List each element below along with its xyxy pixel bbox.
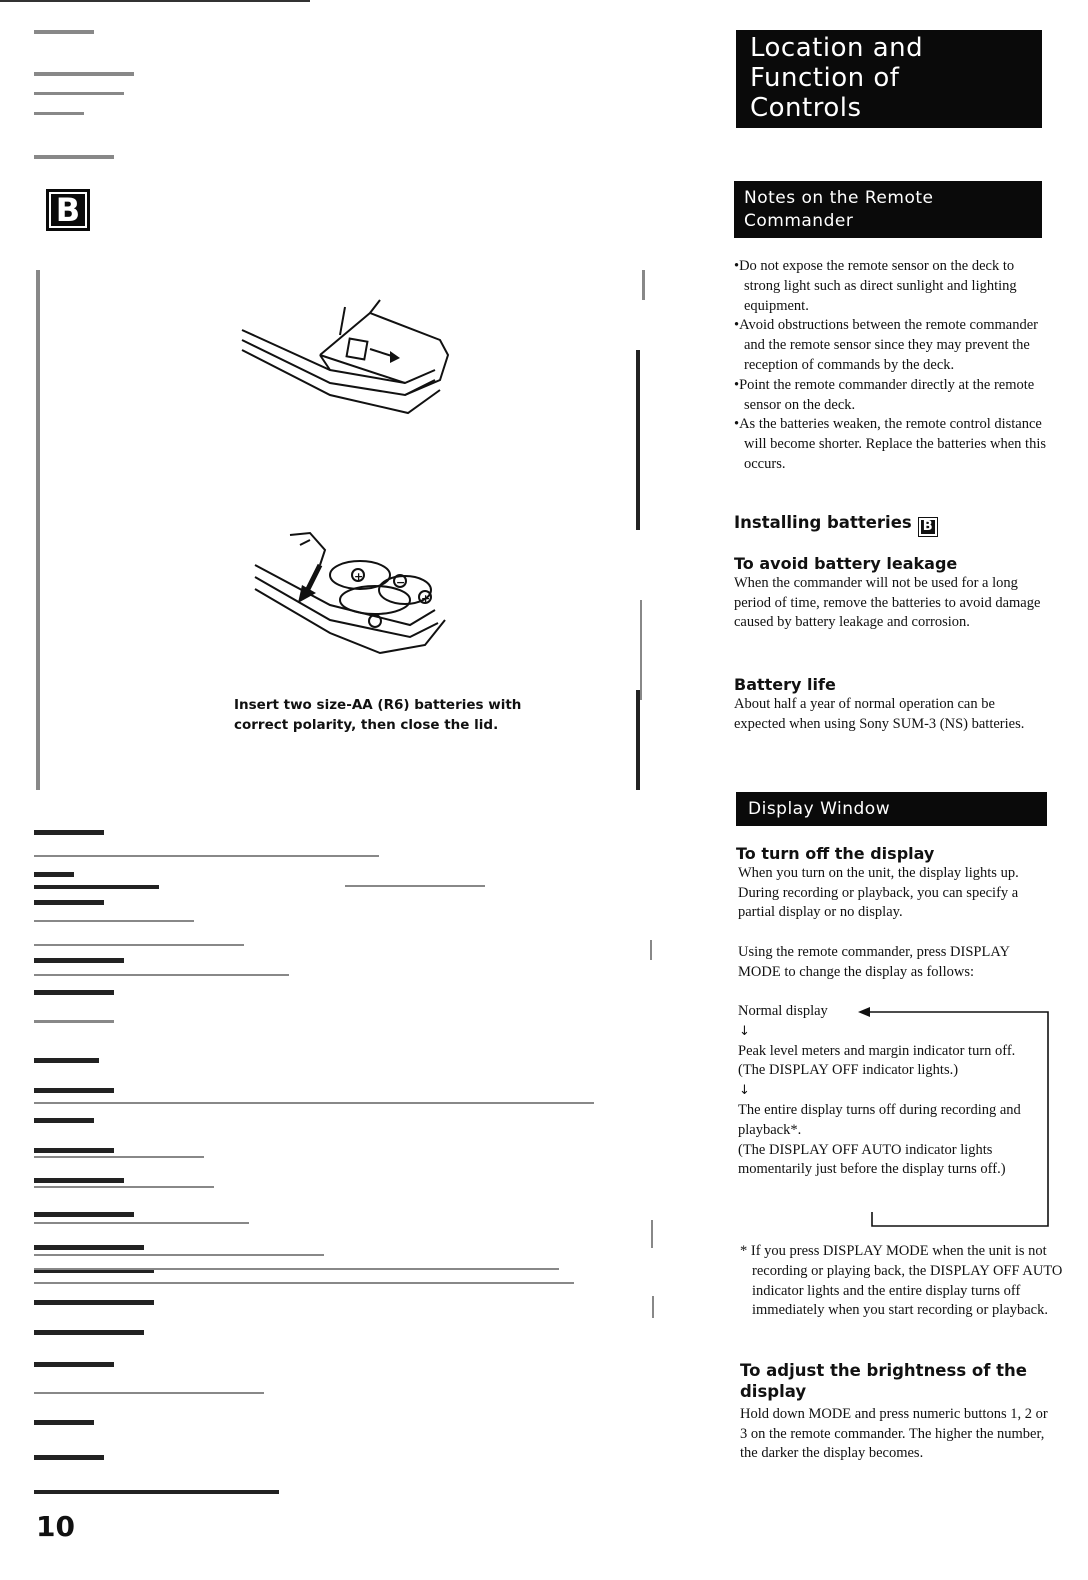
figure-caption-line-1: Insert two size-AA (R6) batteries with	[234, 697, 522, 713]
brightness-text: Hold down MODE and press numeric buttons 1, 2 or 3 on the remote commander. The higher the number, the darker the display becomes.	[740, 1406, 1048, 1461]
figure-caption	[234, 695, 554, 735]
figure-label: B	[46, 189, 90, 231]
page-title-line-2: Function of	[750, 63, 900, 93]
arrow-down-icon: ↓	[739, 1023, 750, 1039]
section-title-line-1: Notes on the Remote	[744, 188, 934, 208]
battery-minus-label: −	[396, 576, 406, 589]
list-item: • Do not expose the remote sensor on the deck to strong light such as direct sunlight and lighting equipment.	[734, 257, 1052, 316]
using-remote-text: Using the remote commander, press DISPLAY MODE to change the display as follows:	[738, 944, 1010, 980]
battery-life-text: About half a year of normal operation can be expected when using Sony SUM-3 (NS) batteries.	[734, 696, 1025, 732]
list-item: • Point the remote commander directly at the remote sensor on the deck.	[734, 376, 1052, 416]
page-title-line-3: Controls	[750, 93, 862, 123]
list-item: • As the batteries weaken, the remote control distance will become shorter. Replace the batteries when this occurs.	[734, 415, 1052, 474]
flow-peak-note: (The DISPLAY OFF indicator lights.)	[738, 1062, 959, 1079]
installing-heading-text: Installing batteries	[734, 513, 912, 532]
section-title-line-2: Commander	[744, 211, 854, 231]
battery-life-heading: Battery life	[734, 675, 836, 694]
battery-plus-label: +	[354, 570, 364, 583]
flow-peak-off: Peak level meters and margin indicator turn off.	[738, 1042, 1016, 1059]
section-title-display-window: Display Window	[736, 792, 1047, 826]
battery-plus-label: +	[421, 592, 431, 605]
page-number: 10	[36, 1510, 75, 1543]
leakage-heading: To avoid battery leakage	[734, 554, 958, 573]
figure-ref-badge: B	[918, 517, 938, 537]
turn-off-heading: To turn off the display	[736, 844, 935, 863]
list-item: • Avoid obstructions between the remote commander and the remote sensor since they may prevent the reception of commands by the deck.	[734, 316, 1052, 375]
flow-entire-off: The entire display turns off during recording and playback*.	[738, 1101, 1021, 1138]
brightness-heading: To adjust the brightness of the display	[740, 1361, 1027, 1401]
arrow-down-icon: ↓	[739, 1083, 750, 1099]
figure-caption-line-2: correct polarity, then close the lid.	[234, 717, 499, 733]
remote-batteries-illustration	[250, 525, 450, 660]
leakage-text: When the commander will not be used for a long period of time, remove the batteries to avoid damage caused by battery leakage and corrosion.	[734, 575, 1041, 630]
flow-normal-display-text: Normal display	[738, 1003, 828, 1019]
page-title-line-1: Location and	[750, 33, 924, 63]
turn-off-text: When you turn on the unit, the display lights up. During recording or playback, you can specify a partial display or no display.	[738, 865, 1019, 920]
remote-battery-cover-illustration	[230, 295, 470, 425]
flow-entire-note: (The DISPLAY OFF AUTO indicator lights momentarily just before the display turns off.)	[738, 1141, 1006, 1178]
display-footnote: * If you press DISPLAY MODE when the unit is not recording or playing back, the DISPLAY OFF AUTO indicator lights and the entire display turns off immediately when you start recording or playback.	[740, 1243, 1063, 1319]
